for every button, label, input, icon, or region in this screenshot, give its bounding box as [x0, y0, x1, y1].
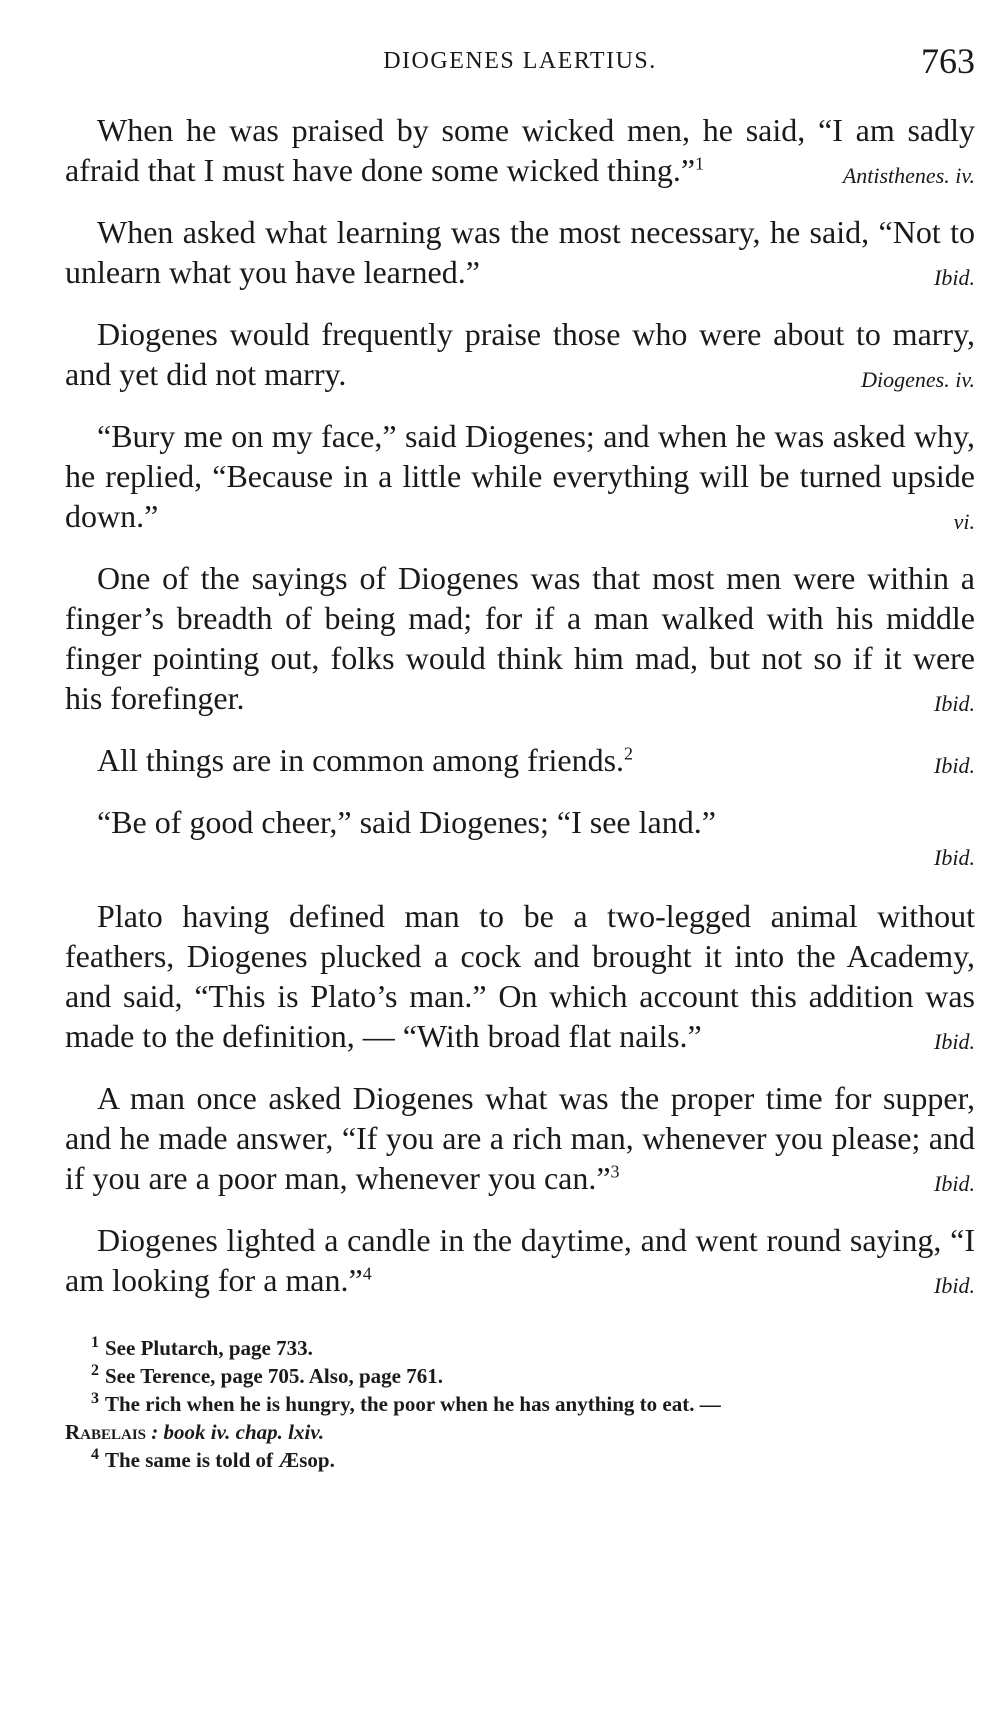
- citation: Ibid.: [934, 1273, 975, 1298]
- footnote-2: [65, 1362, 975, 1390]
- quote-1: [65, 110, 975, 190]
- footnote-number: 1: [91, 1334, 99, 1351]
- quote-10: [65, 1220, 975, 1300]
- quote-4: [65, 416, 975, 536]
- citation: Ibid.: [934, 753, 975, 778]
- quote-text: One of the sayings of Diogenes was that most men were within a finger’s breadth of being mad; for if a man walked with his middle finger pointing out, folks would think him mad, but not so if it were his forefinger. Ibid.: [65, 558, 975, 718]
- footnote-number: 3: [91, 1390, 99, 1407]
- quote-7: [65, 802, 975, 874]
- quote-text: Diogenes lighted a candle in the daytime, and went round saying, “I am looking for a man.”$^4$ Ibid.: [65, 1220, 975, 1300]
- citation: Ibid.: [934, 845, 975, 870]
- quotations: [65, 110, 975, 1300]
- footnote-1: [65, 1334, 975, 1362]
- quote-2: [65, 212, 975, 292]
- book-page: [65, 40, 975, 1474]
- citation: Ibid.: [934, 691, 975, 716]
- quote-text: A man once asked Diogenes what was the proper time for supper, and he made answer, “If you are a rich man, whenever you please; and if you are a poor man, whenever you can.”$^3$ Ibid.: [65, 1078, 975, 1198]
- quote-text: When asked what learning was the most necessary, he said, “Not to unlearn what you have learned.” Ibid.: [65, 212, 975, 292]
- footnote-ref: 1: [695, 153, 705, 174]
- footnote-text: The same is told of Æsop.: [105, 1448, 335, 1472]
- citation: Antisthenes. iv.: [842, 163, 975, 188]
- footnote-text: The rich when he is hungry, the poor when he has anything to eat. —: [105, 1392, 721, 1416]
- quote-text: All things are in common among friends.$^2$ Ibid.: [65, 740, 975, 780]
- quote-6: [65, 740, 975, 780]
- running-head: [65, 40, 975, 96]
- footnote-4: [65, 1446, 975, 1474]
- footnote-text: See Terence, page 705. Also, page 761.: [105, 1364, 443, 1388]
- citation: Diogenes. iv.: [861, 367, 975, 392]
- footnote-source: : book iv. chap. lxiv.: [151, 1420, 325, 1444]
- citation: Ibid.: [934, 265, 975, 290]
- citation: Ibid.: [934, 1029, 975, 1054]
- footnote-ref: 3: [610, 1161, 620, 1182]
- quote-text: Plato having defined man to be a two-legged animal without feathers, Diogenes plucked a cock and brought it into the Academy, and said, “This is Plato’s man.” On which account this addition was made to the definition, — “With broad flat nails.” Ibid.: [65, 896, 975, 1056]
- footnote-3: [65, 1390, 975, 1446]
- footnote-text: See Plutarch, page 733.: [105, 1336, 313, 1360]
- citation: Ibid.: [934, 1171, 975, 1196]
- footnote-ref: 2: [624, 743, 634, 764]
- page-number: 763: [921, 41, 975, 81]
- quote-8: [65, 896, 975, 1056]
- quote-5: [65, 558, 975, 718]
- quote-9: [65, 1078, 975, 1198]
- running-title: DIOGENES LAERTIUS.: [383, 48, 657, 74]
- quote-text: Diogenes would frequently praise those who were about to marry, and yet did not marry. Diogenes. iv.: [65, 314, 975, 394]
- footnote-ref: 4: [362, 1263, 372, 1284]
- citation: vi.: [953, 509, 975, 534]
- footnotes: [65, 1334, 975, 1474]
- footnote-number: 2: [91, 1362, 99, 1379]
- footnote-number: 4: [91, 1446, 99, 1463]
- quote-3: [65, 314, 975, 394]
- quote-text: “Bury me on my face,” said Diogenes; and when he was asked why, he replied, “Because in a little while everything will be turned upside down.” vi.: [65, 416, 975, 536]
- quote-text: “Be of good cheer,” said Diogenes; “I see land.”: [97, 804, 716, 840]
- quote-text: When he was praised by some wicked men, he said, “I am sadly afraid that I must have done some wicked thing.”$^1$ Antisthenes. iv.: [65, 110, 975, 190]
- footnote-author: Rabelais: [65, 1420, 147, 1444]
